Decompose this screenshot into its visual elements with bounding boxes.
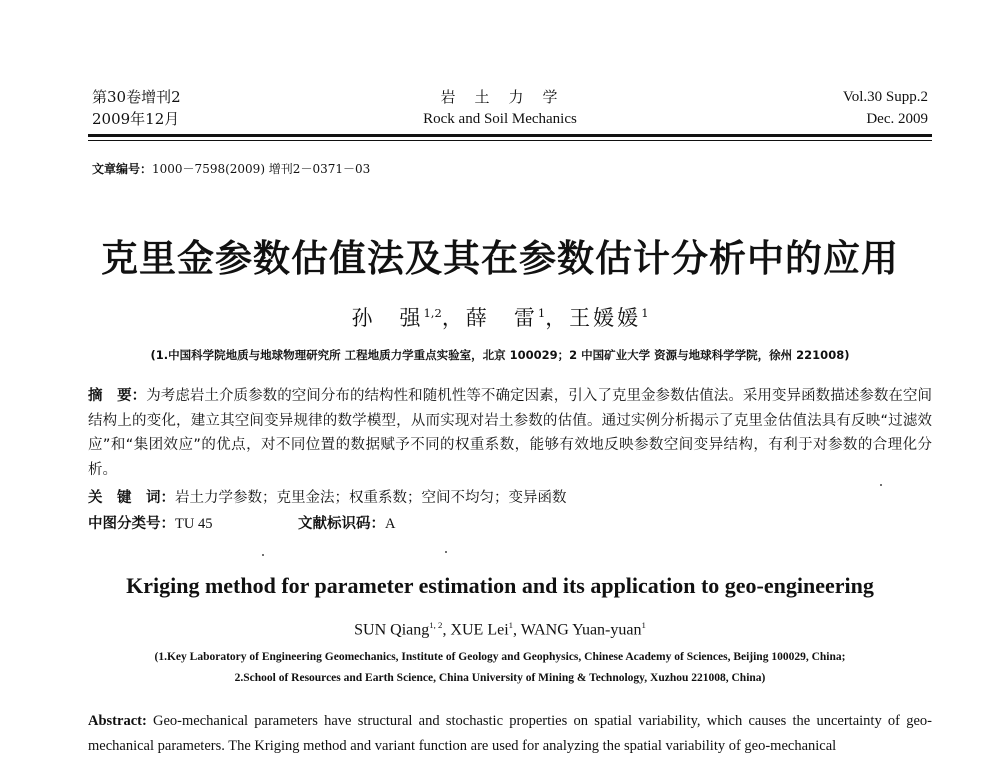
issue-date-zh: 2009年12月 [92, 110, 180, 128]
keywords-zh [88, 486, 567, 507]
header-rule-thin [88, 140, 932, 141]
article-number-label: 文章编号： [92, 162, 153, 176]
abstract-zh [88, 384, 932, 482]
author-en-3: , WANG Yuan-yuan [513, 621, 642, 639]
author-zh-3-affil: 1 [641, 306, 649, 320]
title-en: Kriging method for parameter estimation and its application to geo-engineering [126, 573, 874, 598]
affiliation-en-2: 2.School of Resources and Earth Science, China University of Mining & Technology, Xuzhou 221008, China) [234, 672, 766, 684]
author-en-2: , XUE Lei [442, 621, 509, 639]
author-en-3-affil: 1 [641, 620, 646, 630]
author-zh-1-affil: 1,2 [423, 306, 442, 320]
scan-speck [880, 484, 882, 486]
issue-date-en: Dec. 2009 [866, 111, 928, 127]
scan-speck [262, 554, 264, 556]
classification-zh [88, 512, 212, 533]
author-zh-2-affil: 1 [537, 306, 546, 320]
author-en-2-affil: 1 [508, 620, 514, 630]
keywords-zh-text: 岩土力学参数；克里金法；权重系数；空间不均匀；变异函数 [175, 490, 567, 506]
article-number-value: 1000－7598(2009) 增刊2－0371－03 [152, 162, 371, 176]
journal-name-zh: 岩 土 力 学 [440, 88, 560, 106]
abstract-zh-text: 为考虑岩土介质参数的空间分布的结构性和随机性等不确定因素，引入了克里金参数估值法。采用变异函数描述参数在空间结构上的变化，建立其空间变异规律的数学模型，从而实现对岩土参数的估值。通过实例分析揭示了克里金估值法具有反映“过滤效应”和“集团效应”的优点，对不同位置的数据赋予不同的权重系数，能够有效地反映参数空间变异结构，有利于对参数的合理化分析。 [88, 388, 933, 478]
journal-issue-en [843, 86, 928, 130]
affiliations-zh: (1.中国科学院地质与地球物理研究所 工程地质力学重点实验室，北京 100029；2 中国矿业大学 资源与地球科学学院，徐州 221008) [150, 348, 850, 362]
issue-volume-en: Vol.30 Supp.2 [842, 89, 928, 105]
doc-code-value: A [385, 516, 396, 532]
author-zh-3: ，王媛媛 [545, 306, 642, 330]
author-en-1: SUN Qiang [354, 621, 430, 639]
clc-value: TU 45 [175, 516, 213, 532]
issue-volume-zh: 第30卷增刊2 [92, 88, 181, 106]
authors-en [0, 620, 1000, 639]
affiliation-en-1: (1.Key Laboratory of Engineering Geomechanics, Institute of Geology and Geophysics, Chinese Academy of Sciences, Beijing 100029, China; [154, 651, 846, 663]
abstract-en-text: Geo-mechanical parameters have structural and stochastic properties on spatial variability, which causes the uncertainty of geo-mechanical parameters. The Kriging method and variant function are used for analyzing the spatial variability of geo-mechanical [88, 713, 932, 754]
clc-label: 中图分类号： [88, 516, 175, 532]
journal-name-en: Rock and Soil Mechanics [423, 111, 577, 127]
abstract-zh-label: 摘 要： [88, 388, 147, 404]
article-number [92, 160, 370, 177]
abstract-en-label: Abstract: [88, 713, 147, 729]
keywords-zh-label: 关 键 词： [88, 490, 175, 506]
authors-zh [0, 302, 1000, 332]
doc-code-zh [298, 512, 395, 533]
author-zh-2: ，薛 雷 [441, 306, 538, 330]
abstract-en [88, 709, 932, 759]
scan-speck [445, 551, 447, 553]
title-zh: 克里金参数估值法及其在参数估计分析中的应用 [101, 237, 899, 280]
doc-code-label: 文献标识码： [298, 516, 385, 532]
author-en-1-affil: 1, 2 [429, 620, 443, 630]
author-zh-1: 孙 强 [351, 306, 424, 330]
header-rule-thick [88, 134, 932, 137]
